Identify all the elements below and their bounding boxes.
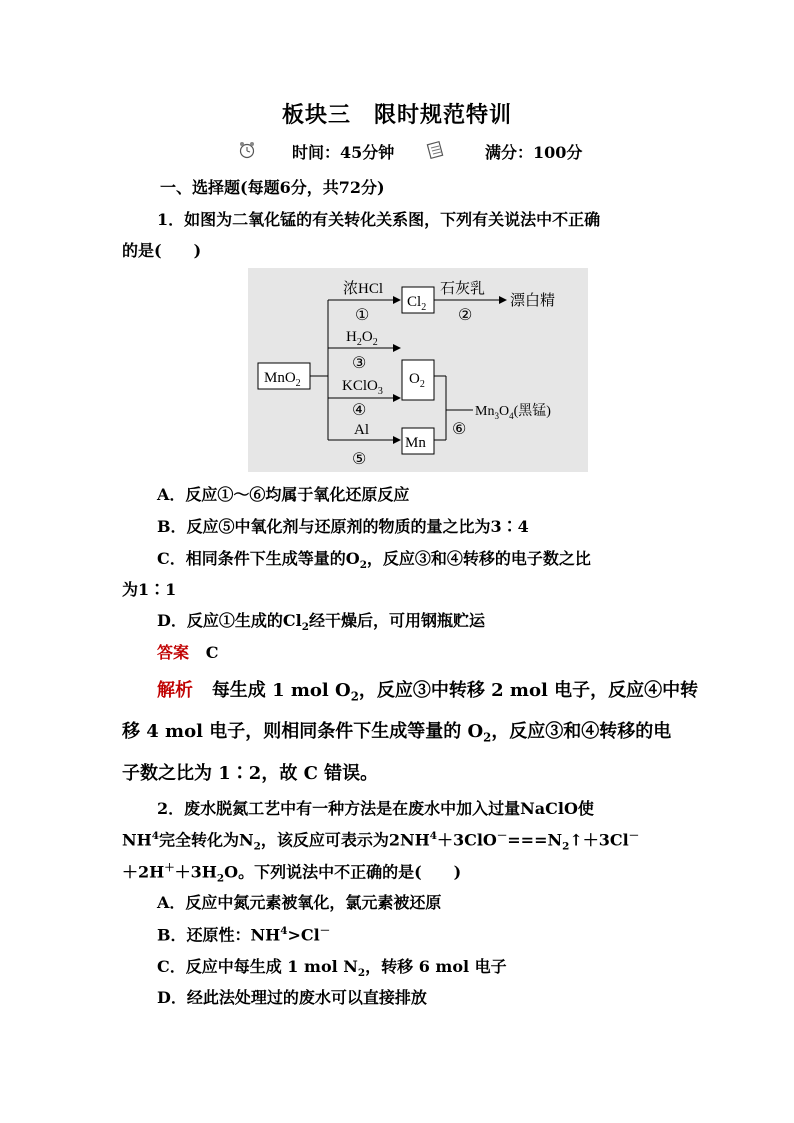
step-2: ② xyxy=(458,307,473,324)
time-limit: 时间：45分钟 xyxy=(292,143,395,162)
step-5: ⑤ xyxy=(352,451,367,468)
conc-hcl-label: 浓HCl xyxy=(343,281,384,297)
h2o2-label: $H_2O_2$ xyxy=(346,329,378,348)
step-1: ① xyxy=(355,307,370,324)
lime-label: 石灰乳 xyxy=(440,281,486,297)
answer-label: 答案 xyxy=(157,643,190,662)
clock-icon xyxy=(238,140,256,160)
q2-option-a: A．反应中氮元素被氧化，氯元素被还原 xyxy=(157,893,442,912)
mno2-conversion-diagram xyxy=(248,268,588,472)
mn3o4-label: $Mn_3O_4$(黑锰) xyxy=(475,404,551,421)
page-title: 板块三 限时规范特训 xyxy=(281,102,512,128)
q1-answer xyxy=(157,640,218,663)
mno2-label: MnO$_2$ xyxy=(264,370,301,389)
q2-option-b: B．还原性：$NH^4>Cl^-$ xyxy=(157,925,331,945)
q1-stem-line2: 的是( ) xyxy=(122,241,202,260)
explanation-label: 解析 xyxy=(157,680,193,701)
section-heading: 一、选择题(每题6分，共72分) xyxy=(160,178,385,197)
q1-option-c-line2: 为1∶1 xyxy=(122,580,177,599)
step-3: ③ xyxy=(352,355,367,372)
q1-option-d: D．反应①生成的$Cl_2$经干燥后，可用钢瓶贮运 xyxy=(157,611,485,634)
full-score: 满分：100分 xyxy=(485,143,583,162)
step-6: ⑥ xyxy=(452,421,467,438)
q2-stem-line3: $+2H^++3H_2O$。下列说法中不正确的是( ) xyxy=(122,862,462,885)
bleach-label: 漂白精 xyxy=(510,293,556,309)
diagram-svg xyxy=(248,268,588,472)
q2-stem-line2: $NH^4$完全转化为$N_2$，该反应可表示为$2NH^4+3ClO^-===N_2↑+3Cl^-$ xyxy=(122,830,640,853)
step-4: ④ xyxy=(352,402,367,419)
paper-icon xyxy=(426,140,444,160)
q1-option-b: B．反应⑤中氧化剂与还原剂的物质的量之比为3∶4 xyxy=(157,517,529,536)
al-label: Al xyxy=(354,422,369,438)
q1-explanation-line2: 移 4 mol 电子，则相同条件下生成等量的 $O_2$，反应③和④转移的电 xyxy=(122,721,672,745)
mn-label: Mn xyxy=(405,435,426,451)
answer-value: C xyxy=(205,643,219,662)
q1-stem-line1: 1．如图为二氧化锰的有关转化关系图，下列有关说法中不正确 xyxy=(157,210,601,229)
o2-label: $O_2$ xyxy=(409,371,425,390)
exam-meta xyxy=(0,140,794,164)
cl2-label: $Cl_2$ xyxy=(407,294,427,313)
q2-stem-line1: 2．废水脱氮工艺中有一种方法是在废水中加入过量NaClO使 xyxy=(157,799,594,818)
q1-option-a: A．反应①～⑥均属于氧化还原反应 xyxy=(157,485,410,504)
q2-option-d: D．经此法处理过的废水可以直接排放 xyxy=(157,988,427,1007)
q1-explanation-line1: 解析 每生成 1 mol $O_2$，反应③中转移 2 mol 电子，反应④中转 xyxy=(157,680,699,704)
q1-explanation-line3: 子数之比为 1∶2，故 C 错误。 xyxy=(122,763,379,784)
kclo3-label: KClO$_3$ xyxy=(342,378,383,397)
q2-option-c: C．反应中每生成 1 mol $N_2$，转移 6 mol 电子 xyxy=(157,957,507,980)
q1-option-c-line1: C．相同条件下生成等量的$O_2$，反应③和④转移的电子数之比 xyxy=(157,549,591,572)
